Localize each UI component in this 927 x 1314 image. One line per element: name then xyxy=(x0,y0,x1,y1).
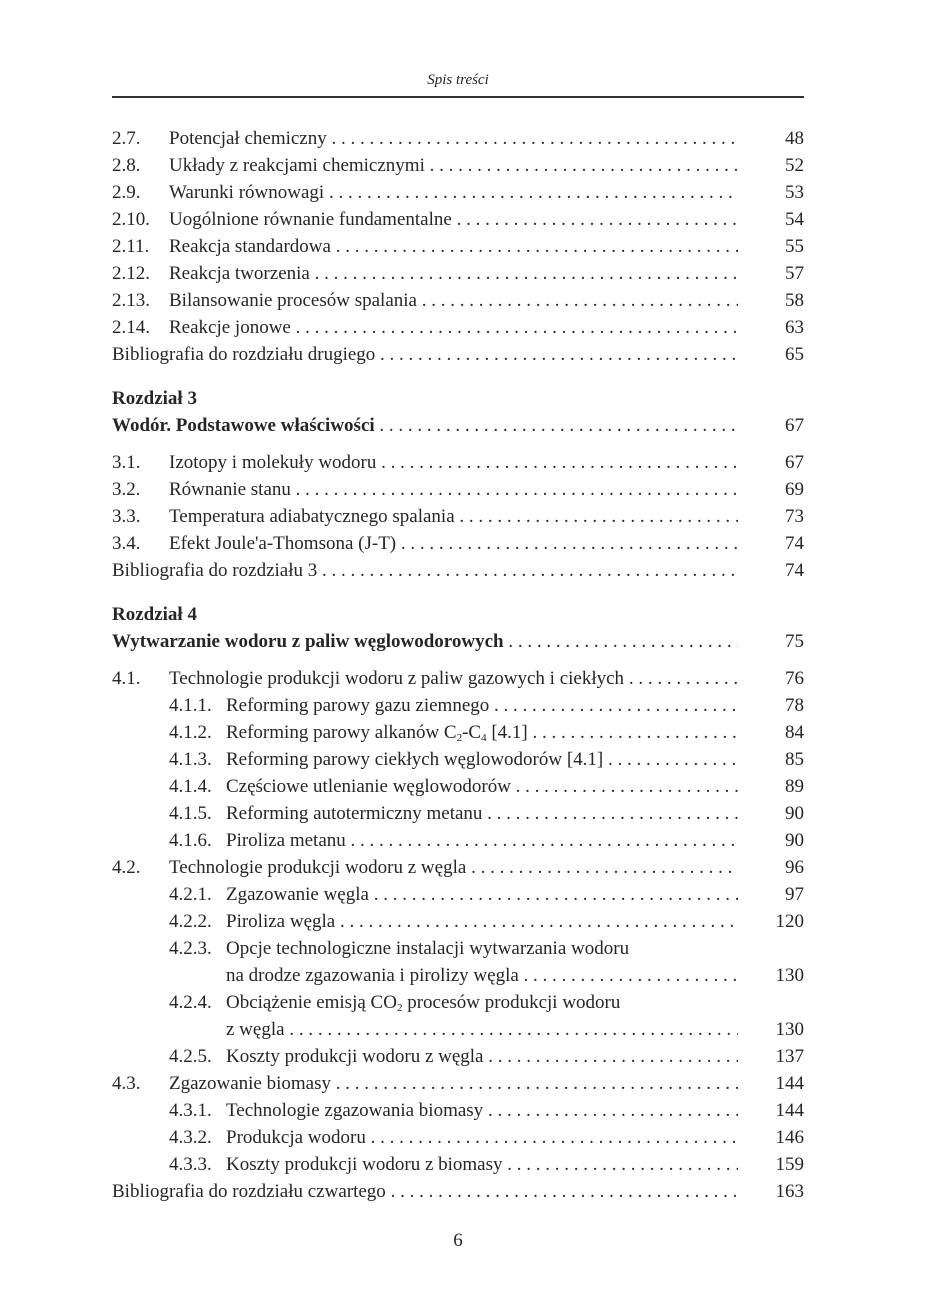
toc-title: Obciążenie emisją $CO_2$ procesów produkcji wodoru xyxy=(226,992,621,1014)
toc-subentry[interactable] xyxy=(112,719,804,746)
toc-page: 85 xyxy=(785,749,804,770)
toc-number: 2.14. xyxy=(112,317,150,338)
toc-page: 76 xyxy=(785,668,804,689)
toc-title: Potencjał chemiczny . . . xyxy=(169,125,738,152)
toc-page: 55 xyxy=(785,236,804,257)
chapter-number: Rozdział 3 xyxy=(112,388,197,409)
toc-title: Technologie zgazowania biomasy . . . xyxy=(226,1097,738,1124)
toc-page: 146 xyxy=(775,1127,804,1148)
toc-number: 4.1.4. xyxy=(169,776,212,797)
toc-title: Częściowe utlenianie węglowodorów . . . xyxy=(226,773,738,800)
chapter-number: Rozdział 4 xyxy=(112,604,197,625)
page-number: 6 xyxy=(453,1230,463,1251)
toc-entry[interactable] xyxy=(112,206,804,233)
toc-number: 4.3. xyxy=(112,1073,141,1094)
toc-subentry[interactable] xyxy=(112,773,804,800)
toc-page: 54 xyxy=(785,209,804,230)
toc-number: 4.2.3. xyxy=(169,938,212,959)
toc-number: 2.13. xyxy=(112,290,150,311)
toc-number: 4.1.1. xyxy=(169,695,212,716)
toc-number: 2.10. xyxy=(112,209,150,230)
toc-page: 144 xyxy=(775,1100,804,1121)
toc-number: 4.2.5. xyxy=(169,1046,212,1067)
toc-page: 144 xyxy=(775,1073,804,1094)
toc-number: 4.1.5. xyxy=(169,803,212,824)
toc-page: 57 xyxy=(785,263,804,284)
toc-subentry[interactable] xyxy=(112,1151,804,1178)
toc-title: Reakcje jonowe . . . xyxy=(169,314,738,341)
toc-page: 75 xyxy=(785,631,804,652)
toc-entry[interactable] xyxy=(112,854,804,881)
toc-page: 97 xyxy=(785,884,804,905)
toc-subentry[interactable] xyxy=(112,827,804,854)
toc-page: 67 xyxy=(785,452,804,473)
toc-entry[interactable] xyxy=(112,1070,804,1097)
toc-page: 96 xyxy=(785,857,804,878)
toc-entry[interactable] xyxy=(112,287,804,314)
toc-title: Reakcja standardowa . . . xyxy=(169,233,738,260)
toc-title: Koszty produkcji wodoru z biomasy . . . xyxy=(226,1151,738,1178)
toc-number: 2.8. xyxy=(112,155,141,176)
toc-page: 120 xyxy=(775,911,804,932)
toc-title: Warunki równowagi . . . xyxy=(169,179,738,206)
toc-page: 48 xyxy=(785,128,804,149)
toc-entry[interactable] xyxy=(112,152,804,179)
toc-page: 137 xyxy=(775,1046,804,1067)
toc-title: Piroliza metanu . . . xyxy=(226,827,738,854)
toc-title-continued: na drodze zgazowania i pirolizy węgla . . . xyxy=(226,962,738,989)
toc-title: Technologie produkcji wodoru z paliw gazowych i ciekłych . . . xyxy=(169,665,738,692)
toc-page: 163 xyxy=(775,1181,804,1202)
toc-page: 74 xyxy=(785,533,804,554)
toc-entry[interactable] xyxy=(112,476,804,503)
toc-title: Opcje technologiczne instalacji wytwarzania wodoru xyxy=(226,938,630,959)
toc-entry[interactable] xyxy=(112,314,804,341)
toc-bibliography[interactable] xyxy=(112,557,804,584)
toc-title: Efekt Joule'a-Thomsona (J-T) . . . xyxy=(169,530,738,557)
toc-number: 4.3.3. xyxy=(169,1154,212,1175)
toc-number: 2.11. xyxy=(112,236,150,257)
toc-title: Technologie produkcji wodoru z węgla . . . xyxy=(169,854,738,881)
toc-entry[interactable] xyxy=(112,665,804,692)
toc-entry[interactable] xyxy=(112,449,804,476)
toc-entry[interactable] xyxy=(112,233,804,260)
toc-subentry[interactable] xyxy=(112,692,804,719)
toc-page: 58 xyxy=(785,290,804,311)
toc-number: 3.3. xyxy=(112,506,141,527)
toc-entry[interactable] xyxy=(112,179,804,206)
toc-page: 74 xyxy=(785,560,804,581)
toc-page: 73 xyxy=(785,506,804,527)
toc-number: 3.1. xyxy=(112,452,141,473)
toc-page: 89 xyxy=(785,776,804,797)
toc-number: 3.2. xyxy=(112,479,141,500)
toc-title: Reforming parowy ciekłych węglowodorów [4.1] . . . xyxy=(226,746,738,773)
toc-entry[interactable] xyxy=(112,125,804,152)
toc-number: 2.9. xyxy=(112,182,141,203)
toc-title: Reforming parowy gazu ziemnego . . . xyxy=(226,692,738,719)
toc-number: 4.1. xyxy=(112,668,141,689)
toc-number: 4.2.1. xyxy=(169,884,212,905)
toc-title: Zgazowanie węgla . . . xyxy=(226,881,738,908)
toc-page: 53 xyxy=(785,182,804,203)
chapter-label xyxy=(112,385,804,412)
toc-page: 90 xyxy=(785,830,804,851)
toc-page: 69 xyxy=(785,479,804,500)
toc-subentry-continued[interactable] xyxy=(112,962,804,989)
toc-page: 63 xyxy=(785,317,804,338)
chapter-heading[interactable] xyxy=(112,628,804,655)
toc-number: 4.3.2. xyxy=(169,1127,212,1148)
toc-title: Produkcja wodoru . . . xyxy=(226,1124,738,1151)
toc-title: Bibliografia do rozdziału czwartego . . . xyxy=(112,1178,738,1205)
toc-number: 4.2. xyxy=(112,857,141,878)
toc-page: 67 xyxy=(785,415,804,436)
toc-title: Reforming parowy alkanów $C_2-C_4$ [4.1] . . . xyxy=(226,719,738,746)
chapter-title: Wodór. Podstawowe właściwości . . . xyxy=(112,412,738,439)
toc-title: Bibliografia do rozdziału drugiego . . . xyxy=(112,341,738,368)
toc-title: Bilansowanie procesów spalania . . . xyxy=(169,287,738,314)
toc-title: Równanie stanu . . . xyxy=(169,476,738,503)
toc-title: Reforming autotermiczny metanu . . . xyxy=(226,800,738,827)
toc-subentry[interactable] xyxy=(112,746,804,773)
toc-page: 52 xyxy=(785,155,804,176)
toc-subentry[interactable] xyxy=(112,935,804,962)
toc-title: Izotopy i molekuły wodoru . . . xyxy=(169,449,738,476)
chapter-title: Wytwarzanie wodoru z paliw węglowodorowych . . . xyxy=(112,628,738,655)
toc-bibliography[interactable] xyxy=(112,1178,804,1205)
running-header: Spis treści xyxy=(427,72,489,88)
toc-title: Zgazowanie biomasy . . . xyxy=(169,1070,738,1097)
toc-number: 4.2.4. xyxy=(169,992,212,1013)
toc-page: 90 xyxy=(785,803,804,824)
toc-number: 4.2.2. xyxy=(169,911,212,932)
toc-page: 84 xyxy=(785,722,804,743)
header-rule xyxy=(112,96,804,98)
chapter-label xyxy=(112,601,804,628)
toc-title-continued: z węgla . . . xyxy=(226,1016,738,1043)
toc-number: 4.1.3. xyxy=(169,749,212,770)
toc-page: 65 xyxy=(785,344,804,365)
toc-number: 4.1.2. xyxy=(169,722,212,743)
toc-subentry[interactable] xyxy=(112,800,804,827)
chapter-heading[interactable] xyxy=(112,412,804,439)
toc-subentry[interactable] xyxy=(112,881,804,908)
toc-page: 159 xyxy=(775,1154,804,1175)
toc-title: Piroliza węgla . . . xyxy=(226,908,738,935)
toc-number: 2.12. xyxy=(112,263,150,284)
toc-number: 2.7. xyxy=(112,128,141,149)
toc-entry[interactable] xyxy=(112,260,804,287)
toc-page: 130 xyxy=(775,1019,804,1040)
toc-number: 4.3.1. xyxy=(169,1100,212,1121)
toc-title: Układy z reakcjami chemicznymi . . . xyxy=(169,152,738,179)
toc-title: Reakcja tworzenia . . . xyxy=(169,260,738,287)
toc-subentry[interactable] xyxy=(112,1097,804,1124)
toc-page: 130 xyxy=(775,965,804,986)
toc-subentry-continued[interactable] xyxy=(112,1016,804,1043)
toc-entry[interactable] xyxy=(112,530,804,557)
toc-number: 4.1.6. xyxy=(169,830,212,851)
toc-title: Bibliografia do rozdziału 3 . . . xyxy=(112,557,738,584)
toc-subentry[interactable] xyxy=(112,989,804,1016)
toc-title: Uogólnione równanie fundamentalne . . . xyxy=(169,206,738,233)
toc-entry[interactable] xyxy=(112,503,804,530)
toc-number: 3.4. xyxy=(112,533,141,554)
table-of-contents xyxy=(112,125,804,1205)
toc-subentry[interactable] xyxy=(112,1124,804,1151)
toc-title: Temperatura adiabatycznego spalania . . . xyxy=(169,503,738,530)
toc-subentry[interactable] xyxy=(112,1043,804,1070)
toc-page: 78 xyxy=(785,695,804,716)
toc-bibliography[interactable] xyxy=(112,341,804,368)
toc-subentry[interactable] xyxy=(112,908,804,935)
toc-title: Koszty produkcji wodoru z węgla . . . xyxy=(226,1043,738,1070)
